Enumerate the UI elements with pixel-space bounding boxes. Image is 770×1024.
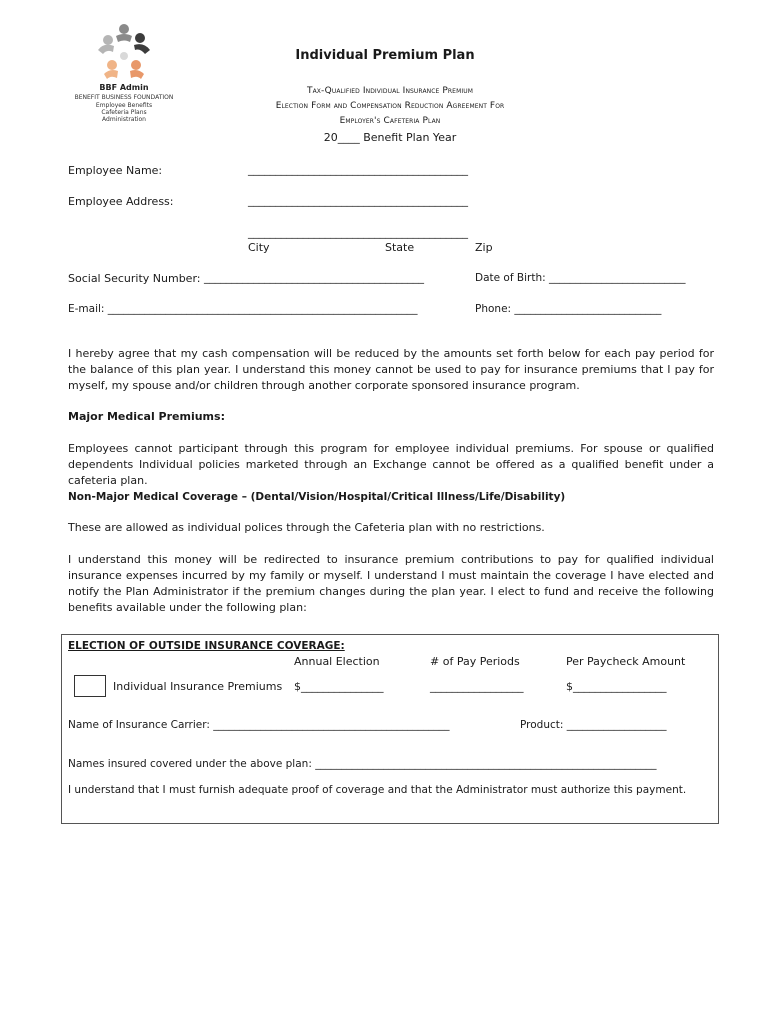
zip-label: Zip [475, 241, 493, 254]
employee-name-label: Employee Name: [68, 164, 163, 177]
per-paycheck-header: Per Paycheck Amount [566, 655, 686, 668]
address-line-1-field[interactable]: ________________________________________ [248, 194, 468, 207]
election-heading: ELECTION OF OUTSIDE INSURANCE COVERAGE: [68, 640, 345, 652]
individual-premiums-checkbox[interactable] [74, 675, 106, 697]
ssn-label: Social Security Number: [68, 272, 201, 285]
individual-premiums-label: Individual Insurance Premiums [113, 680, 283, 693]
city-label: City [248, 241, 270, 254]
non-major-medical-heading: Non-Major Medical Coverage – (Dental/Vision/Hospital/Critical Illness/Life/Disability) [68, 491, 566, 503]
form-title: Individual Premium Plan [295, 48, 475, 63]
state-label: State [385, 241, 415, 254]
logo-line2: Employee Benefits [95, 102, 153, 109]
employee-name-field[interactable]: ________________________________________ [248, 163, 468, 176]
plan-year: 20____ Benefit Plan Year [323, 131, 457, 144]
logo-line3: Cafeteria Plans [101, 109, 147, 116]
address-line-2-field[interactable]: ________________________________________ [248, 226, 468, 239]
per-paycheck-field[interactable]: $_________________ [566, 680, 667, 693]
major-medical-paragraph: Employees cannot participant through this program for employee individual premiums. For spouse or qualified dependents Individual policies marketed through an Exchange cannot be offered as a qualified benefit under a cafeteria plan. [68, 442, 714, 487]
agreement-paragraph: I hereby agree that my cash compensation will be reduced by the amounts set forth below for each pay period for the balance of this plan year. I understand this money cannot be used to pay for insurance premiums that I pay for myself, my spouse and/or children through another corporate sponsored insurance program. [68, 347, 714, 392]
company-logo [74, 20, 174, 130]
proof-of-coverage-text: I understand that I must furnish adequate proof of coverage and that the Administrator must authorize this payment. [68, 784, 687, 796]
form-subtitle-2: Election Form and Compensation Reduction Agreement For [275, 101, 505, 111]
annual-election-header: Annual Election [294, 655, 380, 668]
logo-name: BBF Admin [99, 83, 149, 92]
logo-line4: Administration [102, 116, 146, 123]
ssn-field[interactable]: ________________________________________ [204, 271, 424, 284]
form-subtitle-3: Employer's Cafeteria Plan [339, 116, 441, 126]
pay-periods-header: # of Pay Periods [430, 655, 520, 668]
logo-line1: BENEFIT BUSINESS FOUNDATION [74, 94, 174, 101]
employee-address-label: Employee Address: [68, 195, 174, 208]
redirect-paragraph: I understand this money will be redirected to insurance premium contributions to pay for qualified individual insurance expenses incurred by my family or myself. I understand I must maintain the coverage I have elected and notify the Plan Administrator if the premium changes during the plan year. I elect to fund and receive the following benefits available under the following plan: [68, 553, 714, 614]
product-field[interactable]: Product: ___________________ [520, 719, 667, 731]
insurance-carrier-field[interactable]: Name of Insurance Carrier: _____________________________________________ [68, 719, 450, 731]
dob-field[interactable]: Date of Birth: __________________________ [475, 272, 686, 284]
non-major-medical-paragraph: These are allowed as individual polices through the Cafeteria plan with no restrictions. [68, 521, 545, 534]
email-field[interactable]: E-mail: ___________________________________________________________ [68, 303, 418, 315]
major-medical-heading: Major Medical Premiums: [68, 410, 225, 423]
pay-periods-field[interactable]: _________________ [430, 680, 524, 693]
phone-field[interactable]: Phone: ____________________________ [475, 303, 662, 315]
form-subtitle-1: Tax-Qualified Individual Insurance Premium [306, 86, 473, 96]
annual-election-field[interactable]: $_______________ [294, 680, 384, 693]
names-insured-field[interactable]: Names insured covered under the above plan: _________________________________________________________________ [68, 758, 657, 770]
